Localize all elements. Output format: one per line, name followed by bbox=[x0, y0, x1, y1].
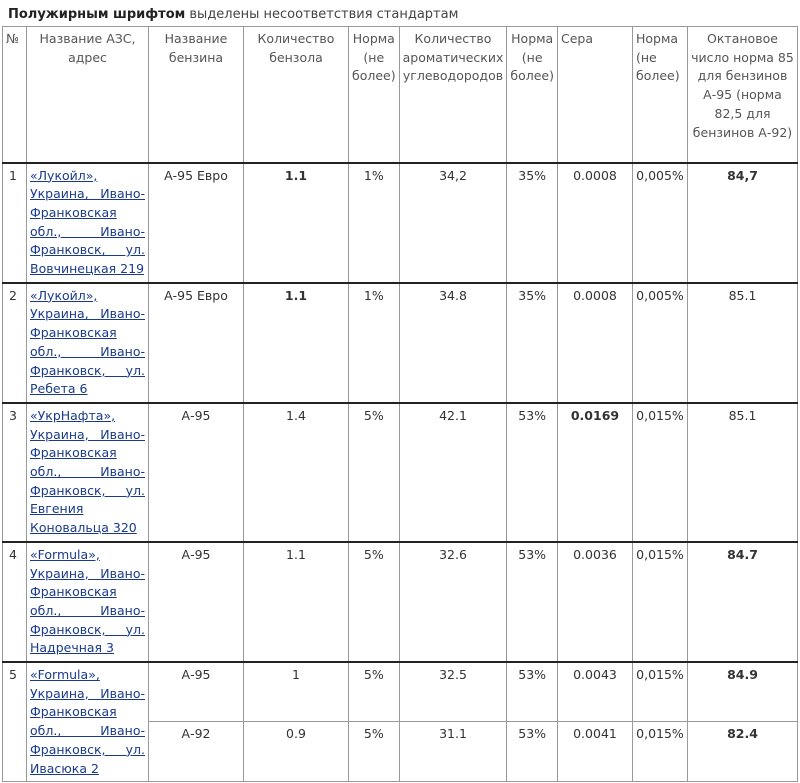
table-row bbox=[3, 662, 798, 722]
table-caption bbox=[8, 7, 458, 22]
norm-benzene-cell: 5% bbox=[349, 662, 400, 722]
row-number: 2 bbox=[3, 283, 27, 403]
station-cell bbox=[27, 163, 149, 283]
octane-cell: 85.1 bbox=[687, 283, 797, 403]
norm-benzene-cell: 1% bbox=[349, 163, 400, 283]
aromatic-cell: 32.5 bbox=[399, 662, 507, 722]
fuel-cell: А-95 bbox=[149, 662, 244, 722]
sulfur-cell: 0.0008 bbox=[557, 283, 632, 403]
octane-cell: 84.7 bbox=[687, 542, 797, 662]
caption-bold: Полужирным шрифтом bbox=[8, 7, 186, 22]
octane-cell: 84,7 bbox=[687, 163, 797, 283]
fuel-cell: А-95 Евро bbox=[149, 283, 244, 403]
table-row bbox=[3, 403, 798, 542]
sulfur-cell: 0.0169 bbox=[557, 403, 632, 542]
fuel-cell: А-95 Евро bbox=[149, 163, 244, 283]
norm-aromatic-cell: 53% bbox=[507, 662, 558, 722]
aromatic-cell: 32.6 bbox=[399, 542, 507, 662]
norm-sulfur-cell: 0,015% bbox=[632, 542, 687, 662]
fuel-cell: А-95 bbox=[149, 542, 244, 662]
fuel-quality-table bbox=[2, 26, 798, 782]
norm-benzene-cell: 5% bbox=[349, 722, 400, 782]
benzene-cell: 1.1 bbox=[244, 542, 349, 662]
fuel-cell: А-95 bbox=[149, 403, 244, 542]
header-aromatic: Количество ароматических углеводородов bbox=[399, 27, 507, 163]
norm-aromatic-cell: 35% bbox=[507, 283, 558, 403]
row-number: 3 bbox=[3, 403, 27, 542]
station-link[interactable]: «Лукойл», Украина, Ивано-Франковская обл., Ивано-Франковск, ул. Ребета 6 bbox=[30, 287, 145, 397]
row-number: 1 bbox=[3, 163, 27, 283]
station-cell bbox=[27, 662, 149, 782]
aromatic-cell: 31.1 bbox=[399, 722, 507, 782]
norm-aromatic-cell: 53% bbox=[507, 403, 558, 542]
station-link[interactable]: «Formula», Украина, Ивано-Франковская обл., Ивано-Франковск, ул. Ивасюка 2 bbox=[30, 667, 145, 776]
header-norm-benzene: Норма (не более) bbox=[349, 27, 400, 163]
norm-benzene-cell: 5% bbox=[349, 542, 400, 662]
norm-aromatic-cell: 35% bbox=[507, 163, 558, 283]
header-station: Название АЗС, адрес bbox=[27, 27, 149, 163]
table-row bbox=[3, 283, 798, 403]
sulfur-cell: 0.0041 bbox=[557, 722, 632, 782]
sulfur-cell: 0.0008 bbox=[557, 163, 632, 283]
header-octane: Октановое число норма 85 для бензинов А-95 (норма 82,5 для бензинов А-92) bbox=[687, 27, 797, 163]
header-no: № bbox=[3, 27, 27, 163]
table-row bbox=[3, 542, 798, 662]
row-number: 4 bbox=[3, 542, 27, 662]
aromatic-cell: 34.8 bbox=[399, 283, 507, 403]
norm-benzene-cell: 1% bbox=[349, 283, 400, 403]
station-cell bbox=[27, 542, 149, 662]
station-link[interactable]: «Formula», Украина, Ивано-Франковская обл., Ивано-Франковск, ул. Надречная 3 bbox=[30, 546, 145, 656]
sulfur-cell: 0.0036 bbox=[557, 542, 632, 662]
header-norm-aromatic: Норма (не более) bbox=[507, 27, 558, 163]
norm-aromatic-cell: 53% bbox=[507, 722, 558, 782]
caption-rest: выделены несоответствия стандартам bbox=[185, 7, 459, 22]
norm-sulfur-cell: 0,005% bbox=[632, 283, 687, 403]
header-benzene: Количество бензола bbox=[244, 27, 349, 163]
station-cell bbox=[27, 283, 149, 403]
table-row bbox=[3, 163, 798, 283]
fuel-cell: А-92 bbox=[149, 722, 244, 782]
aromatic-cell: 34,2 bbox=[399, 163, 507, 283]
benzene-cell: 1.1 bbox=[244, 283, 349, 403]
aromatic-cell: 42.1 bbox=[399, 403, 507, 542]
station-link[interactable]: «УкрНафта», Украина, Ивано-Франковская обл., Ивано-Франковск, ул. Евгения Коновальца 320 bbox=[30, 407, 145, 536]
norm-aromatic-cell: 53% bbox=[507, 542, 558, 662]
station-cell bbox=[27, 403, 149, 542]
benzene-cell: 0.9 bbox=[244, 722, 349, 782]
station-link[interactable]: «Лукойл», Украина, Ивано-Франковская обл., Ивано-Франковск, ул. Вовчинецкая 219 bbox=[30, 167, 145, 277]
header-norm-sulfur: Норма (не более) bbox=[632, 27, 687, 163]
octane-cell: 85.1 bbox=[687, 403, 797, 542]
norm-sulfur-cell: 0,015% bbox=[632, 403, 687, 542]
header-row bbox=[3, 27, 798, 163]
header-fuel: Название бензина bbox=[149, 27, 244, 163]
norm-sulfur-cell: 0,015% bbox=[632, 722, 687, 782]
norm-sulfur-cell: 0,015% bbox=[632, 662, 687, 722]
benzene-cell: 1 bbox=[244, 662, 349, 722]
row-number: 5 bbox=[3, 662, 27, 782]
octane-cell: 84.9 bbox=[687, 662, 797, 722]
header-sulfur: Сера bbox=[557, 27, 632, 163]
sulfur-cell: 0.0043 bbox=[557, 662, 632, 722]
benzene-cell: 1.1 bbox=[244, 163, 349, 283]
norm-sulfur-cell: 0,005% bbox=[632, 163, 687, 283]
benzene-cell: 1.4 bbox=[244, 403, 349, 542]
norm-benzene-cell: 5% bbox=[349, 403, 400, 542]
octane-cell: 82.4 bbox=[687, 722, 797, 782]
